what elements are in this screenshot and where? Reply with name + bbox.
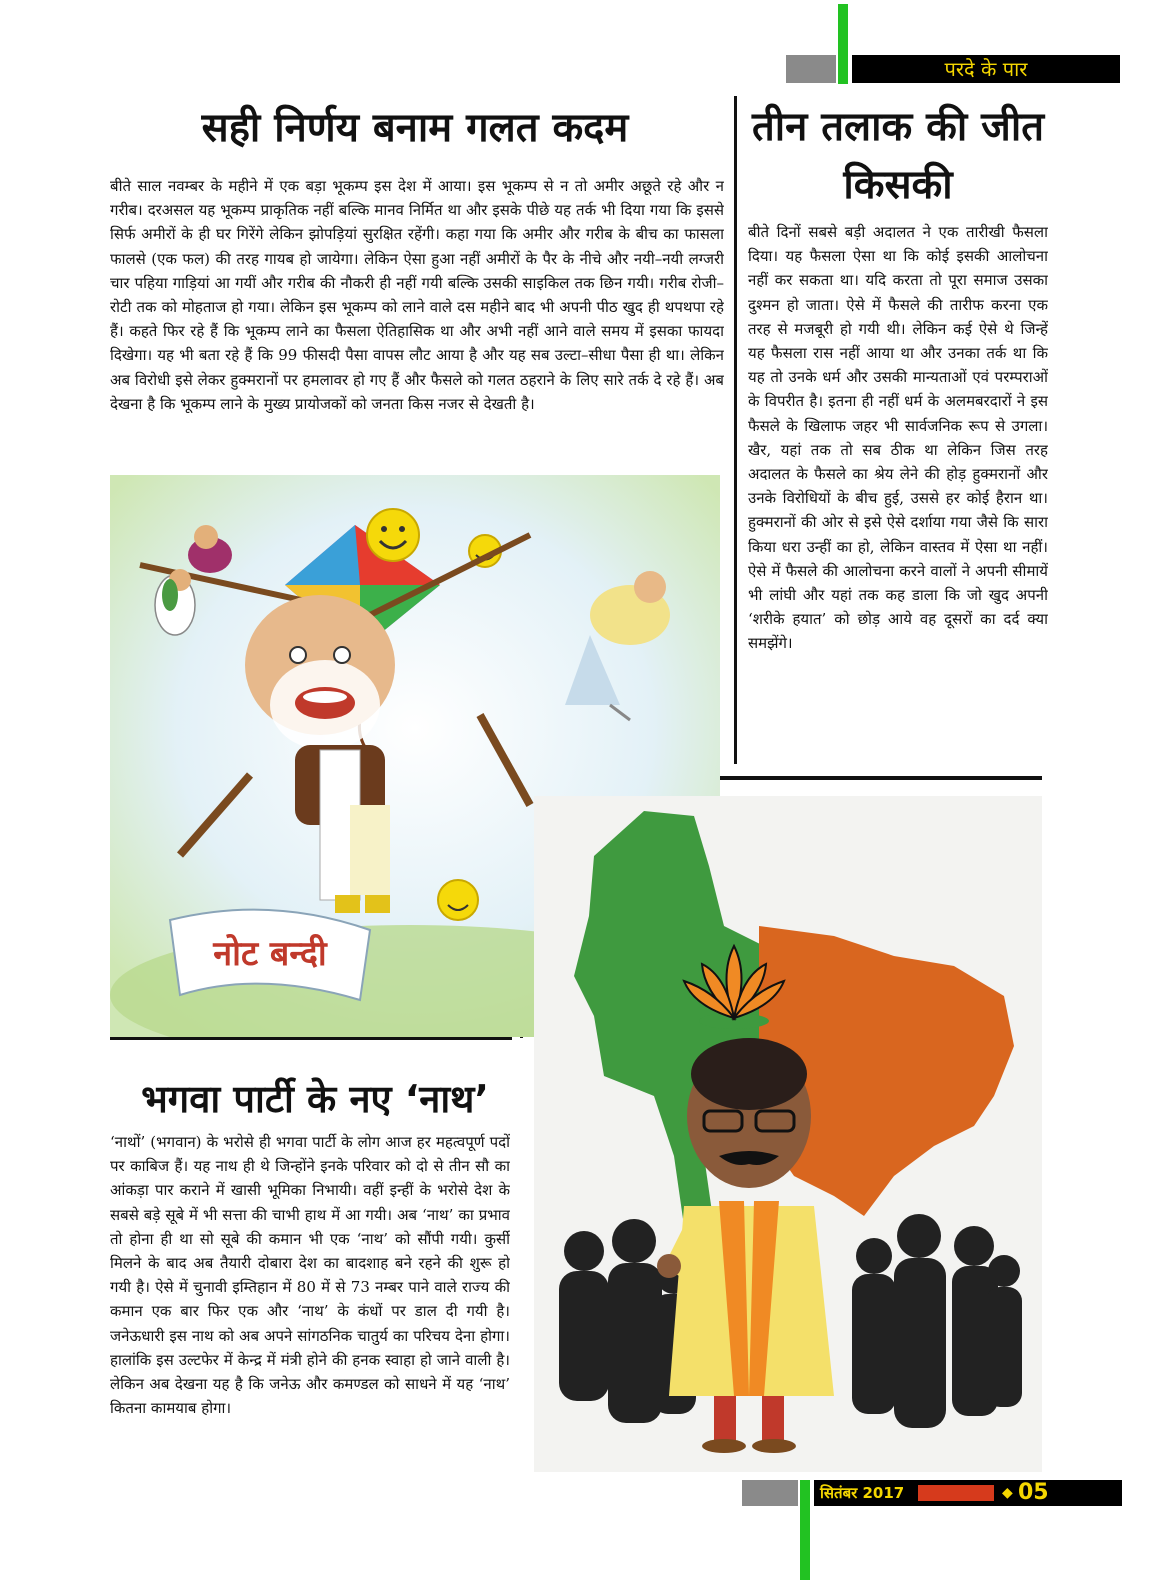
note-bandi-banner-text: नोट बन्दी	[213, 934, 327, 974]
section-label: परदे के पार	[944, 57, 1028, 81]
header-grey-block	[786, 55, 836, 83]
article1-title: सही निर्णय बनाम गलत कदम	[201, 105, 629, 151]
bullet-icon: ◆	[1002, 1485, 1013, 1501]
article3-title: भगवा पार्टी के नए ‘नाथ’	[141, 1077, 489, 1121]
page-number: 05	[1018, 1480, 1049, 1505]
article3-body: ‘नाथों’ (भगवान) के भरोसे ही भगवा पार्टी के लोग आज हर महत्वपूर्ण पदों पर काबिज हैं। यह नाथ ही थे जिन्होंने इनके परिवार को दो से तीन सौ का आंकड़ा पार कराने में खासी भूमिका निभायी। वहीं इन्हीं के भरोसे देश के सबसे बड़े सूबे में भी सत्ता की चाभी हाथ में आ गयी। अब ‘नाथ’ का प्रभाव तो होना ही था सो सूबे की कमान भी एक ‘नाथ’ को सौंपी गयी। कुर्सी मिलने के बाद अब तैयारी दोबारा देश का बादशाह बने रहने की शुरू हो गयी है। ऐसे में चुनावी इम्तिहान में 80 में से 73 नम्बर पाने वाले राज्य की कमान एक बार फिर एक और ‘नाथ’ के कंधों पर डाल दी गयी है। जनेऊधारी इस नाथ को अब अपने सांगठनिक चातुर्य का परिचय देना होगा। हालांकि इस उल्टफेर में केन्द्र में मंत्री होने की हनक स्वाहा हो जाने वाली है। लेकिन अब देखना यह है कि जनेऊ और कमण्डल को साधने में यह ‘नाथ’ कितना कामयाब होगा।	[110, 1133, 510, 1418]
column-divider	[734, 96, 737, 764]
up-map-cartoon	[534, 796, 1042, 1472]
article2-title-line1: तीन तलाक की जीत	[751, 104, 1045, 150]
masthead-logo-icon	[918, 1485, 994, 1501]
article2-title-line2: किसकी	[843, 162, 953, 208]
article2-title	[748, 98, 1048, 214]
article1-body: बीते साल नवम्बर के महीने में एक बड़ा भूकम्प इस देश में आया। इस भूकम्प से न तो अमीर अछूते रहे और न गरीब। दरअसल यह भूकम्प प्राकृतिक नहीं बल्कि मानव निर्मित था और इसके पीछे यह तर्क भी दिया गया कि इससे सिर्फ अमीरों के ही घर गिरेंगे लेकिन झोपड़ियां सुरक्षित रहेंगी। कहा गया कि अमीर और गरीब के बीच का फासला फालसे (एक फल) की तरह गायब हो जायेगा। लेकिन ऐसा हुआ नहीं अमीरों के पैर के नीचे और नयी–नयी लग्जरी चार पहिया गाड़ियां आ गयीं और गरीब की नौकरी ही नहीं गयी बल्कि उसकी साइकिल तक छिन गयी। गरीब रोजी–रोटी तक को मोहताज हो गया। लेकिन इस भूकम्प को लाने वाले दस महीने बाद भी अपनी पीठ खुद ही थपथपा रहे हैं। कहते फिर रहे हैं कि भूकम्प लाने का फैसला ऐतिहासिक था और अभी नहीं आने वाले समय में इसका फायदा दिखेगा। यह भी बता रहे हैं कि 99 फीसदी पैसा वापस लौट आया है और यह सब उल्टा–सीधा पैसा ही था। लेकिन अब विरोधी इसे लेकर हुक्मरानों पर हमलावर हो गए हैं और फैसले को गलत ठहराने के लिए सारे तर्क दे रहे हैं। अब देखना है कि भूकम्प लाने के मुख्य प्रायोजकों को जनता किस नजर से देखती है।	[110, 177, 724, 413]
footer-grey-block	[742, 1480, 798, 1506]
footer-date: सितंबर 2017	[820, 1484, 905, 1502]
article2-body: बीते दिनों सबसे बड़ी अदालत ने एक तारीखी फैसला दिया। यह फैसला ऐसा था कि कोई इसकी आलोचना नहीं कर सकता था। यदि करता तो पूरा समाज उसका दुश्मन हो जाता। ऐसे में फैसले की तारीफ करना एक तरह से मजबूरी हो गयी थी। लेकिन कई ऐसे थे जिन्हें यह फैसला रास नहीं आया था और उनका तर्क था कि यह तो उनके धर्म और उसकी मान्यताओं एवं परम्पराओं के विपरीत है। इतना ही नहीं धर्म के अलमबरदारों ने इस फैसले के खिलाफ जहर भी सार्वजनिक रूप से उगला। खैर, यहां तक तो सब ठीक था लेकिन जिस तरह अदालत के फैसले का श्रेय लेने की होड़ हुक्मरानों और उनके विरोधियों के बीच हुई, उससे हर कोई हैरान था। हुक्मरानों की ओर से इसे ऐसे दर्शाया गया जैसे कि सारा किया धरा उन्हीं का हो, लेकिन वास्तव में ऐसा था नहीं। ऐसे में फैसले की आलोचना करने वालों ने अपनी सीमायें भी लांघी और यहां तक कह डाला कि जो खुद अपनी ‘शरीके हयात’ को छोड़ आये वह दूसरों का दर्द क्या समझेंगे।	[748, 223, 1048, 653]
footer-green-stripe	[800, 1480, 810, 1580]
header-green-stripe	[838, 4, 848, 84]
